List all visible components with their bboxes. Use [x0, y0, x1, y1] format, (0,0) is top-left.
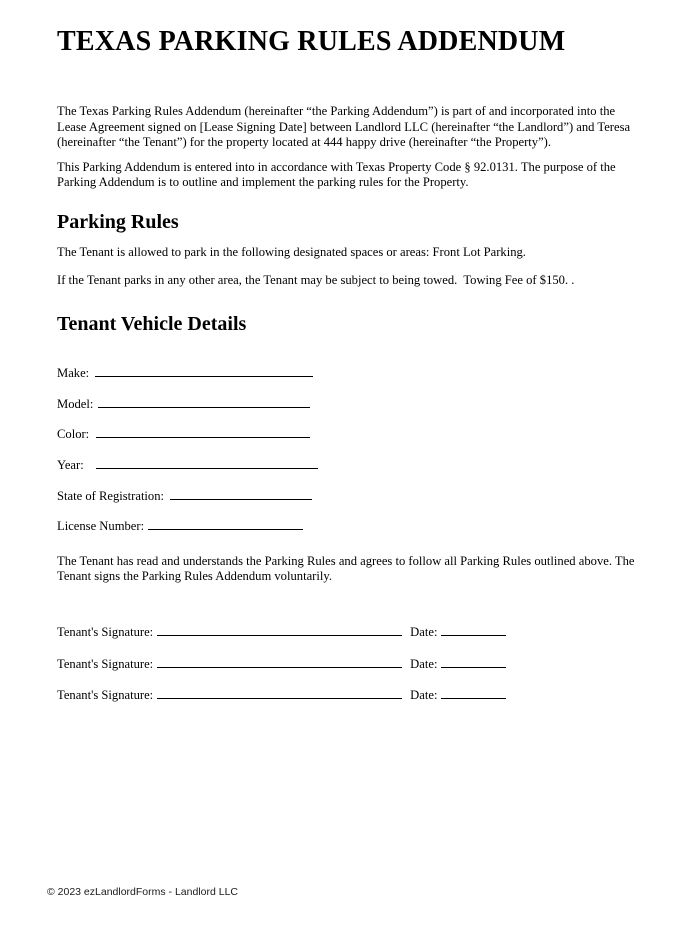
field-row-make	[57, 363, 643, 382]
parking-rules-heading: Parking Rules	[57, 210, 179, 233]
field-blank-line-license-number	[148, 516, 303, 530]
document-page	[0, 26, 700, 934]
parking-rules-paragraph-2: If the Tenant parks in any other area, the Tenant may be subject to being towed. Towing Fee of $150. .	[57, 272, 575, 287]
field-blank-line-model	[98, 394, 310, 408]
field-row-color	[57, 424, 643, 443]
parking-rules-paragraph-1: The Tenant is allowed to park in the following designated spaces or areas: Front Lot Parking.	[57, 244, 526, 259]
signature-blank-line	[157, 654, 402, 668]
signature-label: Tenant's Signature:	[57, 656, 154, 671]
date-label: Date:	[410, 656, 438, 671]
field-blank-line-make	[95, 363, 313, 377]
field-label-make: Make:	[57, 366, 90, 381]
signature-blank-line	[157, 622, 402, 636]
date-blank-line	[441, 622, 506, 636]
signature-row-1	[57, 622, 643, 641]
field-blank-line-color	[96, 424, 310, 438]
date-blank-line	[441, 654, 506, 668]
signature-blank-line	[157, 685, 402, 699]
field-label-year: Year:	[57, 457, 84, 472]
field-label-color: Color:	[57, 427, 90, 442]
field-label-license-number: License Number:	[57, 519, 145, 534]
date-label: Date:	[410, 688, 438, 703]
field-label-model: Model:	[57, 396, 94, 411]
field-row-license-number	[57, 516, 643, 535]
field-row-model	[57, 394, 643, 413]
intro-paragraph-2: This Parking Addendum is entered into in accordance with Texas Property Code § 92.0131. The purpose of the Parking Addendum is to outline and implement the parking rules for the Property.	[57, 159, 619, 190]
intro-paragraph-1: The Texas Parking Rules Addendum (hereinafter “the Parking Addendum”) is part of and incorporated into the Lease Agreement signed on [Lease Signing Date] between Landlord LLC (hereinafter “the Landlord”) and Teresa (hereinafter “the Tenant”) for the property located at 444 happy drive (hereinafter “the Property”).	[57, 104, 634, 150]
signature-block	[57, 622, 643, 704]
document-title: TEXAS PARKING RULES ADDENDUM	[57, 26, 566, 57]
field-row-state-of-registration	[57, 486, 643, 505]
agreement-paragraph: The Tenant has read and understands the Parking Rules and agrees to follow all Parking Rules outlined above. The Tenant signs the Parking Rules Addendum voluntarily.	[57, 553, 638, 584]
field-blank-line-year	[96, 455, 318, 469]
document-content	[0, 26, 700, 704]
field-label-state-of-registration: State of Registration:	[57, 488, 165, 503]
vehicle-details-heading: Tenant Vehicle Details	[57, 313, 247, 336]
date-blank-line	[441, 685, 506, 699]
field-blank-line-state-of-registration	[170, 486, 312, 500]
signature-row-3	[57, 685, 643, 704]
date-label: Date:	[410, 624, 438, 639]
signature-row-2	[57, 654, 643, 673]
signature-label: Tenant's Signature:	[57, 688, 154, 703]
footer-copyright: © 2023 ezLandlordForms - Landlord LLC	[47, 886, 239, 898]
signature-label: Tenant's Signature:	[57, 624, 154, 639]
field-row-year	[57, 455, 643, 474]
